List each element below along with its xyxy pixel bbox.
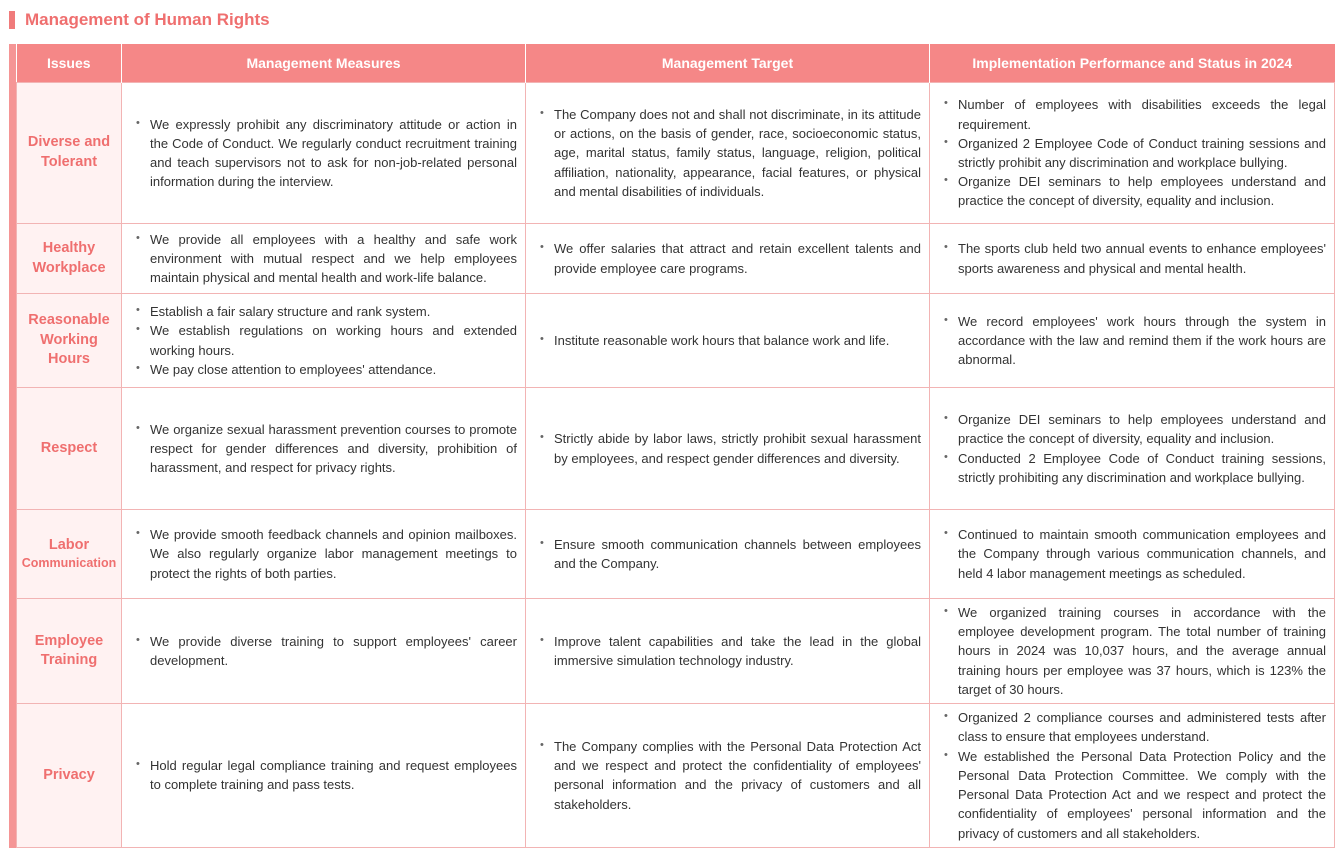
performance-list bbox=[942, 603, 1326, 699]
list-item: • The Company complies with the Personal Data Protection Act and we respect and protect the confidentiality of employees' personal information and the privacy of customers and all stakeholders. bbox=[538, 737, 921, 814]
list-item: • Number of employees with disabilities exceeds the legal requirement. bbox=[942, 95, 1326, 133]
target-cell bbox=[526, 510, 930, 599]
issue-label: Reasonable bbox=[28, 312, 110, 329]
list-item: • Organize DEI seminars to help employees understand and practice the concept of diversity, equality and inclusion. bbox=[942, 410, 1326, 448]
list-item: • We organize sexual harassment prevention courses to promote respect for gender differences and diversity, prohibition of harassment, and respect for privacy rights. bbox=[134, 420, 517, 478]
table-body bbox=[17, 83, 1335, 848]
list-item: • Institute reasonable work hours that balance work and life. bbox=[538, 331, 921, 350]
target-cell bbox=[526, 599, 930, 704]
list-item: • Organize DEI seminars to help employees understand and practice the concept of diversity, equality and inclusion. bbox=[942, 172, 1326, 210]
target-list bbox=[538, 429, 921, 467]
page-title: Management of Human Rights bbox=[25, 10, 270, 29]
list-item: • We establish regulations on working hours and extended working hours. bbox=[134, 321, 517, 359]
issue-cell bbox=[17, 224, 122, 294]
performance-cell bbox=[930, 388, 1335, 510]
issue-label: Working bbox=[40, 331, 98, 348]
target-cell bbox=[526, 224, 930, 294]
list-item: • The sports club held two annual events to enhance employees' sports awareness and physical and mental health. bbox=[942, 239, 1326, 277]
issue-label: Healthy bbox=[42, 239, 96, 256]
section-header bbox=[9, 9, 270, 31]
measures-list bbox=[134, 525, 517, 583]
measures-cell bbox=[122, 704, 526, 848]
performance-cell bbox=[930, 510, 1335, 599]
list-item: • Organized 2 Employee Code of Conduct training sessions and strictly prohibit any discrimination and workplace bullying. bbox=[942, 134, 1326, 172]
list-item: • We expressly prohibit any discriminatory attitude or action in the Code of Conduct. We regularly conduct recruitment training and teach supervisors not to ask for non-job-related personal information during the interview. bbox=[134, 115, 517, 192]
list-item: • We organized training courses in accordance with the employee development program. The total number of training hours in 2024 was 10,037 hours, and the average annual training hours per employee was 37 hours, which is 123% the target of 30 hours. bbox=[942, 603, 1326, 699]
list-item: • Organized 2 compliance courses and administered tests after class to ensure that employees understand. bbox=[942, 708, 1326, 746]
issue-label: Privacy bbox=[43, 766, 95, 783]
performance-list bbox=[942, 239, 1326, 277]
header-target: Management Target bbox=[526, 44, 930, 83]
measures-cell bbox=[122, 599, 526, 704]
table-row bbox=[17, 294, 1335, 388]
human-rights-table-container bbox=[9, 44, 1335, 848]
performance-cell bbox=[930, 224, 1335, 294]
header-performance: Implementation Performance and Status in 2024 bbox=[930, 44, 1335, 83]
performance-cell bbox=[930, 704, 1335, 848]
issue-label: Communication bbox=[21, 556, 117, 571]
target-list bbox=[538, 331, 921, 350]
issue-cell bbox=[17, 294, 122, 388]
table-row bbox=[17, 388, 1335, 510]
measures-list bbox=[134, 420, 517, 478]
list-item: • Hold regular legal compliance training and request employees to complete training and pass tests. bbox=[134, 756, 517, 794]
performance-list bbox=[942, 312, 1326, 370]
list-item: • We provide diverse training to support employees' career development. bbox=[134, 632, 517, 670]
performance-list bbox=[942, 95, 1326, 210]
human-rights-table bbox=[16, 44, 1335, 848]
target-cell bbox=[526, 388, 930, 510]
table-row bbox=[17, 83, 1335, 224]
issue-label: Labor bbox=[48, 536, 90, 553]
target-list bbox=[538, 535, 921, 573]
measures-list bbox=[134, 302, 517, 379]
measures-list bbox=[134, 230, 517, 288]
measures-cell bbox=[122, 294, 526, 388]
table-row bbox=[17, 599, 1335, 704]
table-header-row bbox=[17, 44, 1335, 83]
header-issues: Issues bbox=[17, 44, 122, 83]
measures-list bbox=[134, 115, 517, 192]
performance-cell bbox=[930, 83, 1335, 224]
issue-label: Workplace bbox=[32, 259, 106, 276]
list-item: • We offer salaries that attract and retain excellent talents and provide employee care programs. bbox=[538, 239, 921, 277]
issue-label: Training bbox=[40, 652, 98, 669]
issue-cell bbox=[17, 704, 122, 848]
header-measures: Management Measures bbox=[122, 44, 526, 83]
target-cell bbox=[526, 704, 930, 848]
performance-cell bbox=[930, 599, 1335, 704]
performance-list bbox=[942, 708, 1326, 843]
measures-list bbox=[134, 756, 517, 794]
list-item: • Conducted 2 Employee Code of Conduct training sessions, strictly prohibiting any discrimination and workplace bullying. bbox=[942, 449, 1326, 487]
measures-cell bbox=[122, 224, 526, 294]
target-list bbox=[538, 737, 921, 814]
measures-cell bbox=[122, 83, 526, 224]
target-cell bbox=[526, 83, 930, 224]
target-list bbox=[538, 105, 921, 201]
performance-cell bbox=[930, 294, 1335, 388]
issue-cell bbox=[17, 510, 122, 599]
issue-cell bbox=[17, 599, 122, 704]
list-item: • We provide all employees with a healthy and safe work environment with mutual respect and we help employees maintain physical and mental health and work-life balance. bbox=[134, 230, 517, 288]
list-item: • Continued to maintain smooth communication employees and the Company through various communication channels, and held 4 labor management meetings as scheduled. bbox=[942, 525, 1326, 583]
issue-label: Employee bbox=[34, 632, 104, 649]
measures-cell bbox=[122, 510, 526, 599]
list-item: • Strictly abide by labor laws, strictly prohibit sexual harassment by employees, and respect gender differences and diversity. bbox=[538, 429, 921, 467]
issue-cell bbox=[17, 388, 122, 510]
list-item: • The Company does not and shall not discriminate, in its attitude or actions, on the basis of gender, race, socioeconomic status, age, marital status, family status, language, religion, political affiliation, nationality, appearance, facial features, or physical and mental disabilities of individuals. bbox=[538, 105, 921, 201]
table-row bbox=[17, 224, 1335, 294]
list-item: • Ensure smooth communication channels between employees and the Company. bbox=[538, 535, 921, 573]
list-item: • We record employees' work hours through the system in accordance with the law and remind them if the work hours are abnormal. bbox=[942, 312, 1326, 370]
issue-label: Diverse and bbox=[27, 134, 111, 151]
list-item: • Improve talent capabilities and take the lead in the global immersive simulation technology industry. bbox=[538, 632, 921, 670]
list-item: • We established the Personal Data Protection Policy and the Personal Data Protection Committee. We comply with the Personal Data Protection Act and we respect and protect the confidentiality of employees' personal information and the privacy of customers and all stakeholders. bbox=[942, 747, 1326, 843]
target-list bbox=[538, 632, 921, 670]
list-item: • We provide smooth feedback channels and opinion mailboxes. We also regularly organize labor management meetings to protect the rights of both parties. bbox=[134, 525, 517, 583]
issue-label: Tolerant bbox=[40, 154, 98, 170]
table-row bbox=[17, 510, 1335, 599]
target-cell bbox=[526, 294, 930, 388]
measures-list bbox=[134, 632, 517, 670]
measures-cell bbox=[122, 388, 526, 510]
issue-label: Hours bbox=[48, 351, 90, 368]
target-list bbox=[538, 239, 921, 277]
list-item: • We pay close attention to employees' attendance. bbox=[134, 360, 517, 379]
title-accent-bar bbox=[9, 11, 15, 29]
performance-list bbox=[942, 410, 1326, 487]
table-row bbox=[17, 704, 1335, 848]
list-item: • Establish a fair salary structure and rank system. bbox=[134, 302, 517, 321]
issue-cell bbox=[17, 83, 122, 224]
performance-list bbox=[942, 525, 1326, 583]
issue-label: Respect bbox=[40, 439, 98, 456]
